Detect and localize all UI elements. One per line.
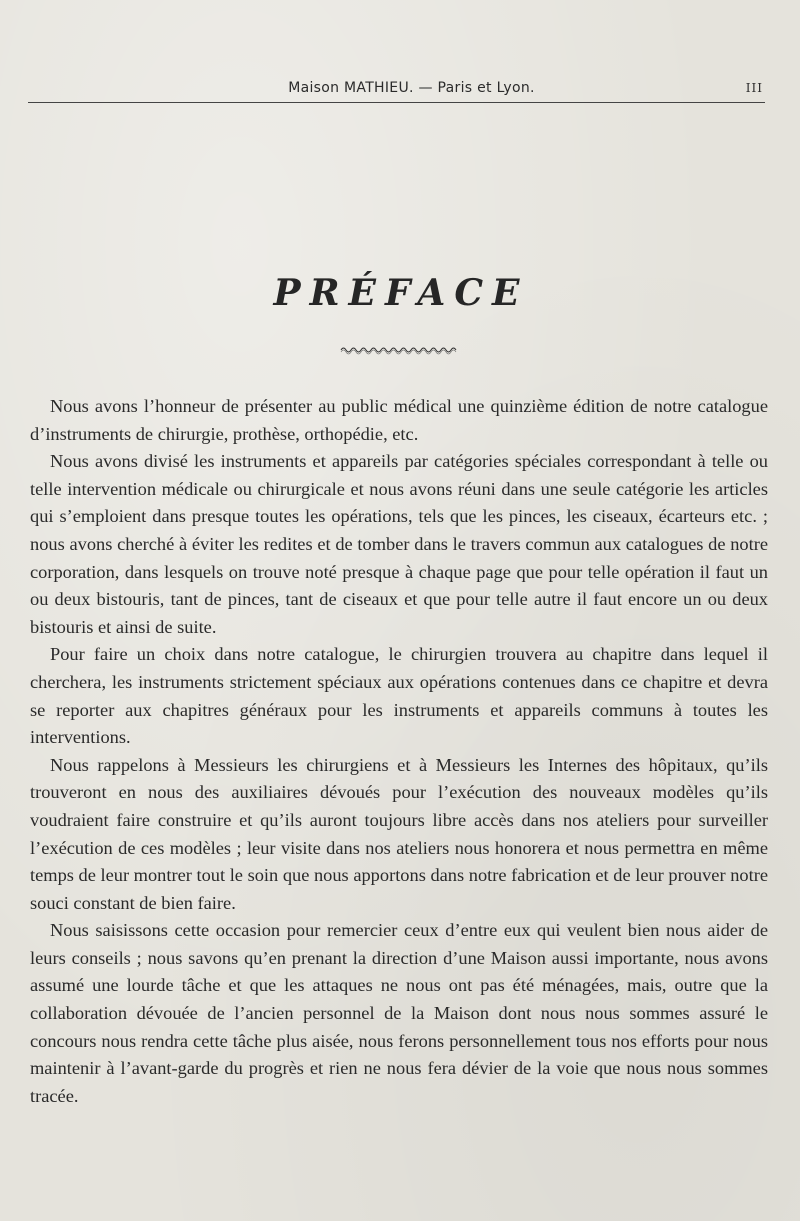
preface-body (30, 393, 768, 1110)
paragraph: Nous avons l’honneur de présenter au public médical une quinzième édition de notre catalogue d’instruments de chirurgie, prothèse, orthopédie, etc. (30, 396, 768, 444)
wavy-rule-line-1 (341, 348, 456, 352)
paragraph: Nous rappelons à Messieurs les chirurgiens et à Messieurs les Internes des hôpitaux, qu’ils trouveront en nous des auxiliaires dévoués pour l’exécution des nouveaux modèles qu’ils voudraient faire construire et qu’ils auront toujours libre accès dans nos ateliers pour surveiller l’exécution de ces modèles ; leur visite dans nos ateliers nous honorera et nous permettra en même temps de leur montrer tout le soin que nous apportons dans notre fabrication et de leur prouver notre souci constant de bien faire. (30, 754, 768, 913)
paragraph: Pour faire un choix dans notre catalogue, le chirurgien trouvera au chapitre dans lequel il cherchera, les instruments strictement spéciaux aux opérations contenues dans ce chapitre et devra se reporter aux chapitres généraux pour les instruments et appareils communs à toutes les interventions. (30, 644, 768, 748)
page-title: PRÉFACE (273, 272, 529, 314)
paragraph: Nous saisissons cette occasion pour remercier ceux d’entre eux qui veulent bien nous aider de leurs conseils ; nous savons qu’en prenant la direction d’une Maison aussi importante, nous avons assumé une lourde tâche et que les attaques ne nous ont pas été ménagées, mais, outre que la collaboration dévouée de l’ancien personnel de la Maison dont nous nous sommes assuré le concours nous rendra cette tâche plus aisée, nous ferons personnellement tous nos efforts pour nous maintenir à l’avant-garde du progrès et rien ne nous fera dévier de la voie que nous nous sommes tracée. (30, 920, 768, 1106)
page-number: III (745, 81, 763, 95)
running-header (28, 78, 765, 103)
running-title: Maison MATHIEU. — Paris et Lyon. (288, 80, 535, 96)
paragraph: Nous avons divisé les instruments et appareils par catégories spéciales correspondant à telle ou telle intervention médicale ou chirurgicale et nous avons réuni dans une seule catégorie les articles qui s’emploient dans presque toutes les opérations, tels que les pinces, les ciseaux, écarteurs etc. ; nous avons cherché à éviter les redites et de tomber dans le travers commun aux catalogues de notre corporation, dans lesquels on trouve noté presque à chaque page que pour telle opération il faut un ou deux bistouris, tant de pinces, tant de ciseaux et que pour telle autre il faut encore un ou deux bistouris et ainsi de suite. (30, 451, 768, 637)
wavy-rule-ornament (340, 344, 458, 356)
